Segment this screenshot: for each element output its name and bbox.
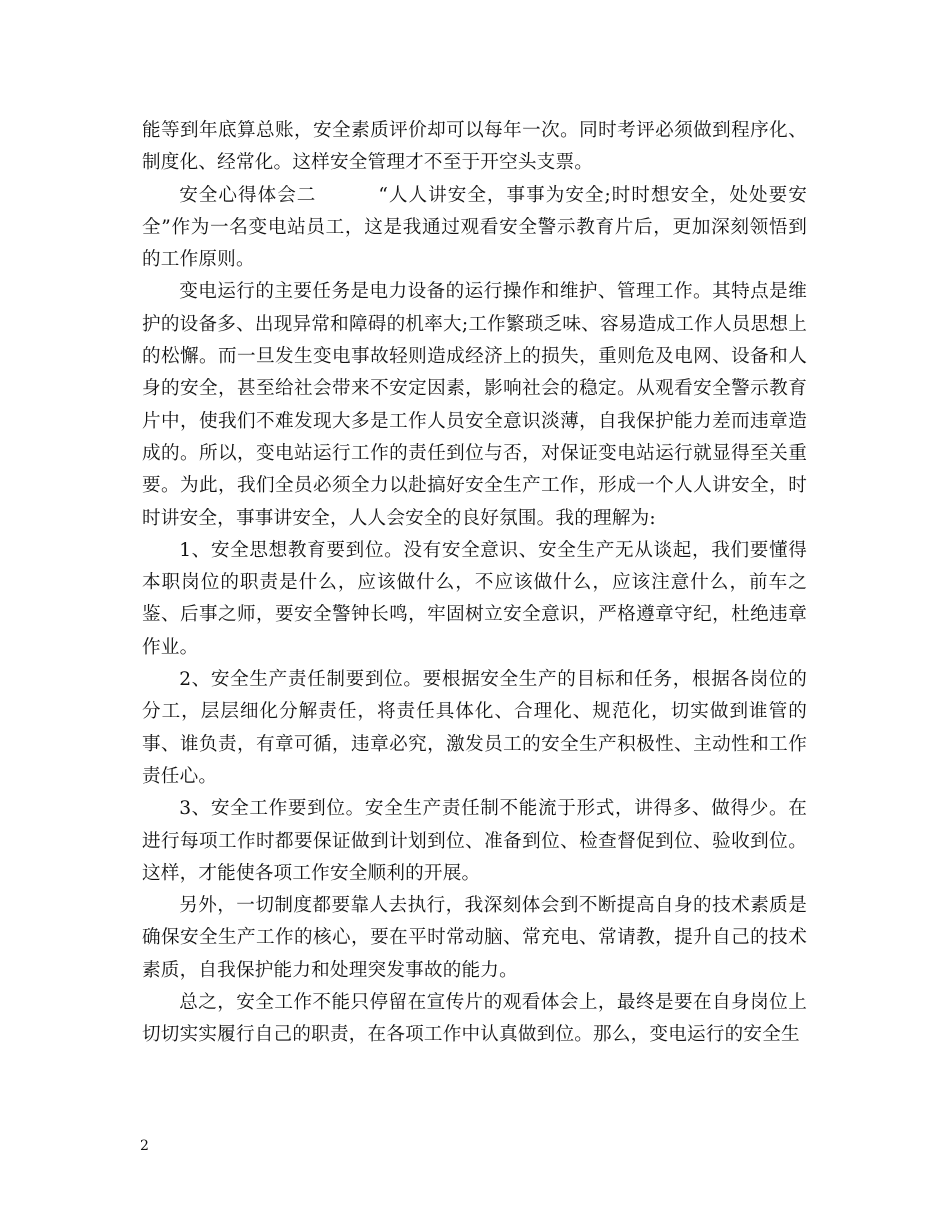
paragraph-continuation: 能等到年底算总账，安全素质评价却可以每年一次。同时考评必须做到程序化、制度化、经常化。这样安全管理才不至于开空头支票。 <box>142 120 807 174</box>
paragraph-section-two <box>142 180 807 277</box>
section-heading: 安全心得体会二 <box>179 184 317 206</box>
paragraph-point-3: 3、安全工作要到位。安全生产责任制不能流于形式，讲得多、做得少。在进行每项工作时都要保证做到计划到位、准备到位、检查督促到位、验收到位。这样，才能使各项工作安全顺利的开展。 <box>142 798 807 884</box>
document-body <box>142 115 807 1052</box>
paragraph-operations: 变电运行的主要任务是电力设备的运行操作和维护、管理工作。其特点是维护的设备多、出现异常和障碍的机率大;工作繁琐乏味、容易造成工作人员思想上的松懈。而一旦发生变电事故轻则造成经济上的损失，重则危及电网、设备和人身的安全，甚至给社会带来不安定因素，影响社会的稳定。从观看安全警示教育片中，使我们不难发现大多是工作人员安全意识淡薄，自我保护能力差而违章造成的。所以，变电站运行工作的责任到位与否，对保证变电站运行就显得至关重要。为此，我们全员必须全力以赴搞好安全生产工作，形成一个人人讲安全，时时讲安全，事事讲安全，人人会安全的良好氛围。我的理解为: <box>142 281 807 529</box>
paragraph-point-1: 1、安全思想教育要到位。没有安全意识、安全生产无从谈起，我们要懂得本职岗位的职责是什么，应该做什么，不应该做什么，应该注意什么，前车之鉴、后事之师，要安全警钟长鸣，牢固树立安全意识，严格遵章守纪，杜绝违章作业。 <box>142 539 807 658</box>
page-number: 2 <box>140 1138 149 1154</box>
paragraph-point-2: 2、安全生产责任制要到位。要根据安全生产的目标和任务，根据各岗位的分工，层层细化分解责任，将责任具体化、合理化、规范化，切实做到谁管的事、谁负责，有章可循，违章必究，激发员工的安全生产积极性、主动性和工作责任心。 <box>142 669 807 787</box>
paragraph-conclusion: 总之，安全工作不能只停留在宣传片的观看体会上，最终是要在自身岗位上切切实实履行自己的职责，在各项工作中认真做到位。那么，变电运行的安全生 <box>142 992 807 1046</box>
section-two-text: “人人讲安全，事事为安全;时时想安全，处处要安全”作为一名变电站员工，这是我通过观看安全警示教育片后，更加深刻领悟到的工作原则。 <box>142 184 808 271</box>
paragraph-additional: 另外，一切制度都要靠人去执行，我深刻体会到不断提高自身的技术素质是确保安全生产工作的核心，要在平时常动脑、常充电、常请教，提升自己的技术素质，自我保护能力和处理突发事故的能力。 <box>142 895 807 981</box>
